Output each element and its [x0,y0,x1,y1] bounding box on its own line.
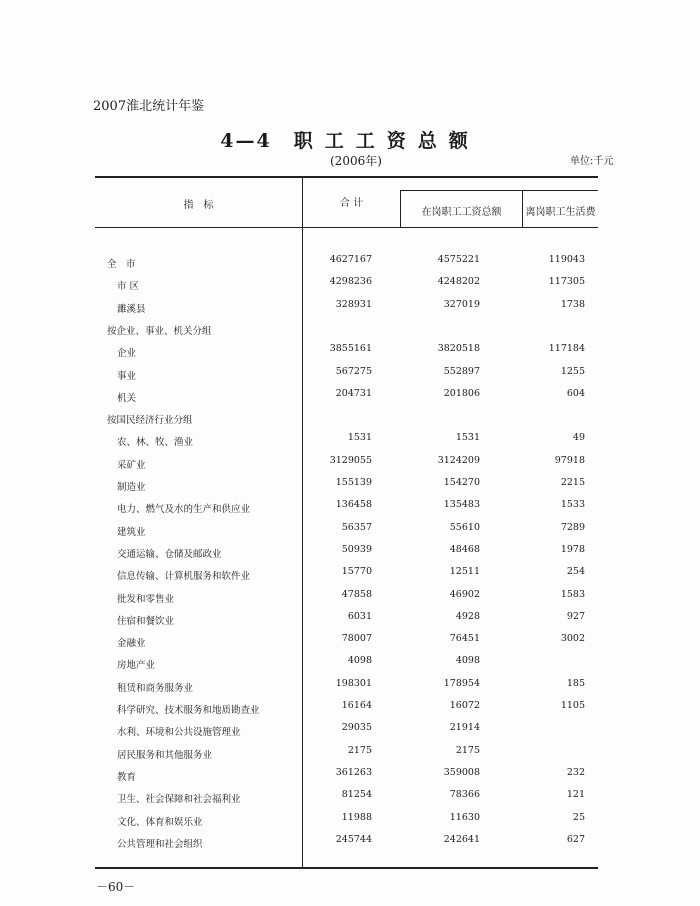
table-row [95,811,595,830]
cell-on-duty: 135483 [443,499,480,511]
row-label: 公共管理和社会组织 [117,838,203,850]
cell-off-duty: 117305 [548,276,585,288]
cell-on-duty: 55610 [449,521,480,533]
table-row [95,298,595,317]
table-row [95,702,595,718]
cell-total: 29035 [341,722,372,734]
cell-off-duty: 232 [566,766,585,778]
cell-on-duty: 4248202 [437,276,480,288]
cell-on-duty: 2175 [455,744,480,756]
table-row [95,412,595,428]
header-bottom-rule [95,227,598,228]
cell-total: 4298236 [329,276,372,288]
unit-label: 单位:千元 [570,156,614,167]
cell-on-duty: 1531 [455,432,480,444]
row-label: 市 区 [117,281,140,293]
cell-off-duty: 49 [572,432,585,444]
table-row [95,724,595,740]
cell-off-duty: 604 [566,387,585,399]
cell-on-duty: 178954 [443,677,480,689]
running-title: 2007淮北统计年鉴 [93,99,205,114]
cell-total: 4627167 [329,254,372,265]
table-number: 4—4 [220,130,272,152]
cell-off-duty: 185 [566,677,585,689]
header-on-duty: 在岗职工工资总额 [421,207,502,218]
table-row [95,454,595,473]
table-row [95,791,595,807]
cell-total: 15770 [341,566,372,578]
cell-off-duty: 119043 [548,254,585,265]
table-row [95,501,595,517]
cell-on-duty: 21914 [449,722,480,734]
table-row [95,256,595,272]
cell-total: 567275 [335,365,372,377]
cell-total: 6031 [347,610,372,622]
row-label: 全 市 [107,259,136,270]
table-row [95,543,595,562]
cell-total: 155139 [335,477,372,488]
cell-total: 56357 [341,521,372,533]
table-row [95,365,595,384]
cell-total: 245744 [335,833,372,845]
cell-on-duty: 4098 [455,655,480,667]
row-label: 卫生、社会保障和社会福利业 [117,794,241,806]
cell-total: 361263 [335,766,372,778]
cell-total: 3855161 [329,343,372,355]
cell-off-duty: 2215 [560,477,585,488]
cell-on-duty: 242641 [443,833,480,845]
cell-total: 204731 [335,387,372,399]
cell-off-duty: 1105 [560,700,585,711]
table-row [95,766,595,785]
cell-on-duty: 46902 [449,588,480,600]
row-label: 企业 [117,348,137,360]
cell-off-duty: 1255 [560,365,585,377]
cell-total: 198301 [335,677,372,689]
table-row [95,677,595,696]
cell-off-duty: 1978 [560,543,585,555]
row-label: 事业 [117,370,137,382]
row-label: 建筑业 [117,526,146,538]
row-label: 采矿业 [117,459,146,471]
row-label: 交通运输、仓储及邮政业 [117,548,222,560]
cell-off-duty: 121 [566,789,585,801]
cell-on-duty: 78366 [449,789,480,801]
table-row [95,345,595,361]
cell-off-duty: 117184 [548,343,585,355]
cell-off-duty: 97918 [554,454,585,466]
table-title-text: 职工工资总额 [293,130,480,152]
cell-total: 81254 [341,789,372,801]
row-label: 机关 [117,392,137,404]
cell-total: 16164 [341,700,372,711]
cell-total: 328931 [335,298,372,310]
cell-on-duty: 154270 [443,477,480,488]
header-subrule [400,190,598,191]
cell-off-duty: 254 [566,566,585,578]
cell-on-duty: 552897 [443,365,480,377]
header-off-duty: 离岗职工生活费 [525,207,596,218]
row-label: 濉溪县 [117,303,146,315]
cell-total: 136458 [335,499,372,511]
top-rule [95,176,598,178]
row-label: 农、林、牧、渔业 [117,437,194,449]
cell-on-duty: 16072 [449,700,480,711]
row-label: 信息传输、计算机服务和软件业 [117,571,251,583]
cell-on-duty: 3124209 [437,454,480,466]
row-label: 居民服务和其他服务业 [117,749,213,761]
table-title [0,126,700,153]
table-row [95,323,595,339]
cell-on-duty: 4928 [455,610,480,622]
cell-off-duty: 1583 [560,588,585,600]
cell-on-duty: 359008 [443,766,480,778]
table-row [95,521,595,540]
cell-total: 50939 [341,543,372,555]
row-label: 金融业 [117,638,146,650]
cell-off-duty: 1738 [560,298,585,310]
row-label: 教育 [117,771,137,783]
cell-on-duty: 327019 [443,298,480,310]
row-label: 按国民经济行业分组 [107,415,193,427]
table-row [95,434,595,450]
row-label: 租赁和商务服务业 [117,682,194,694]
cell-total: 78007 [341,633,372,645]
cell-total: 11988 [341,811,372,823]
table-row [95,278,595,294]
cell-on-duty: 201806 [443,387,480,399]
bottom-rule [95,867,598,869]
row-label: 水利、环境和公共设施管理业 [117,727,241,739]
table-subtitle: (2006年) [330,154,382,168]
cell-total: 3129055 [329,454,372,466]
table-row [95,744,595,763]
cell-off-duty: 927 [566,610,585,622]
cell-total: 47858 [341,588,372,600]
row-label: 按企业、事业、机关分组 [107,325,212,337]
cell-off-duty: 627 [566,833,585,845]
row-label: 科学研究、技术服务和地质勘查业 [117,705,260,716]
row-label: 住宿和餐饮业 [117,615,175,627]
row-label: 批发和零售业 [117,593,175,605]
cell-off-duty: 1533 [560,499,585,511]
cell-on-duty: 76451 [449,633,480,645]
cell-off-duty: 25 [572,811,585,823]
header-indicator: 指 标 [183,200,214,211]
header-total: 合 计 [339,198,364,209]
table-row [95,833,595,852]
table-row [95,568,595,584]
cell-on-duty: 11630 [449,811,480,823]
row-label: 制造业 [117,482,146,493]
table-row [95,387,595,406]
cell-total: 2175 [347,744,372,756]
table-row [95,610,595,629]
cell-on-duty: 48468 [449,543,480,555]
table-row [95,479,595,495]
row-label: 电力、燃气及水的生产和供应业 [117,504,251,516]
cell-on-duty: 4575221 [437,254,480,265]
row-label: 文化、体育和娱乐业 [117,816,203,828]
page-number: －60－ [96,880,136,894]
cell-off-duty: 7289 [560,521,585,533]
table-row [95,588,595,607]
table-row [95,635,595,651]
cell-off-duty: 3002 [560,633,585,645]
cell-on-duty: 3820518 [437,343,480,355]
row-label: 房地产业 [117,660,156,672]
cell-total: 1531 [347,432,372,444]
cell-total: 4098 [347,655,372,667]
table-row [95,657,595,673]
cell-on-duty: 12511 [449,566,480,578]
